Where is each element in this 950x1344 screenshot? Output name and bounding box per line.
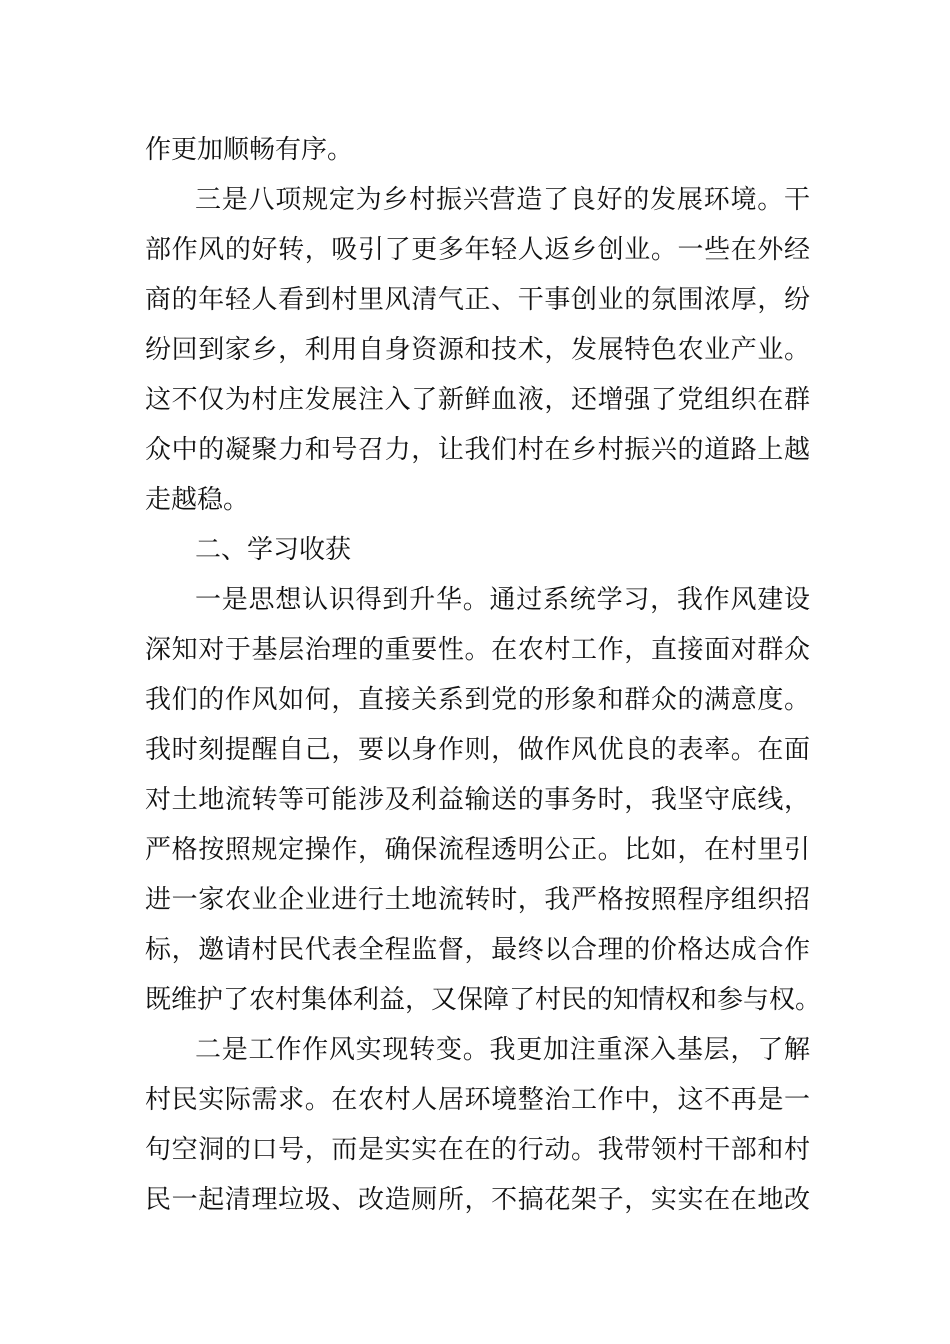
text-line: 纷回到家乡，利用自身资源和技术，发展特色农业产业。 <box>145 335 810 365</box>
text-line: 我时刻提醒自己，要以身作则，做作风优良的表率。在面 <box>145 735 810 765</box>
paragraph-first-line: 一是思想认识得到升华。通过系统学习，我作风建设 <box>195 585 810 615</box>
text-line: 严格按照规定操作，确保流程透明公正。比如，在村里引 <box>145 835 810 865</box>
text-line: 民一起清理垃圾、改造厕所，不搞花架子，实实在在地改 <box>145 1185 810 1215</box>
text-line: 村民实际需求。在农村人居环境整治工作中，这不再是一 <box>145 1085 810 1115</box>
text-line: 众中的凝聚力和号召力，让我们村在乡村振兴的道路上越 <box>145 435 810 465</box>
text-line: 走越稳。 <box>145 485 250 515</box>
text-line: 这不仅为村庄发展注入了新鲜血液，还增强了党组织在群 <box>145 385 810 415</box>
text-line: 对土地流转等可能涉及利益输送的事务时，我坚守底线， <box>145 785 810 815</box>
paragraph-first-line: 三是八项规定为乡村振兴营造了良好的发展环境。干 <box>195 185 810 215</box>
text-line: 既维护了农村集体利益，又保障了村民的知情权和参与权。 <box>145 985 822 1015</box>
text-line: 句空洞的口号，而是实实在在的行动。我带领村干部和村 <box>145 1135 810 1165</box>
text-line: 进一家农业企业进行土地流转时，我严格按照程序组织招 <box>145 885 810 915</box>
text-line: 作更加顺畅有序。 <box>145 135 354 165</box>
text-line: 部作风的好转，吸引了更多年轻人返乡创业。一些在外经 <box>145 235 810 265</box>
text-line: 商的年轻人看到村里风清气正、干事创业的氛围浓厚，纷 <box>145 285 810 315</box>
text-line: 标，邀请村民代表全程监督，最终以合理的价格达成合作 <box>145 935 810 965</box>
text-line: 深知对于基层治理的重要性。在农村工作，直接面对群众 <box>145 635 810 665</box>
text-line: 我们的作风如何，直接关系到党的形象和群众的满意度。 <box>145 685 810 715</box>
paragraph-first-line: 二是工作作风实现转变。我更加注重深入基层，了解 <box>195 1035 810 1065</box>
section-heading: 二、学习收获 <box>195 535 352 565</box>
